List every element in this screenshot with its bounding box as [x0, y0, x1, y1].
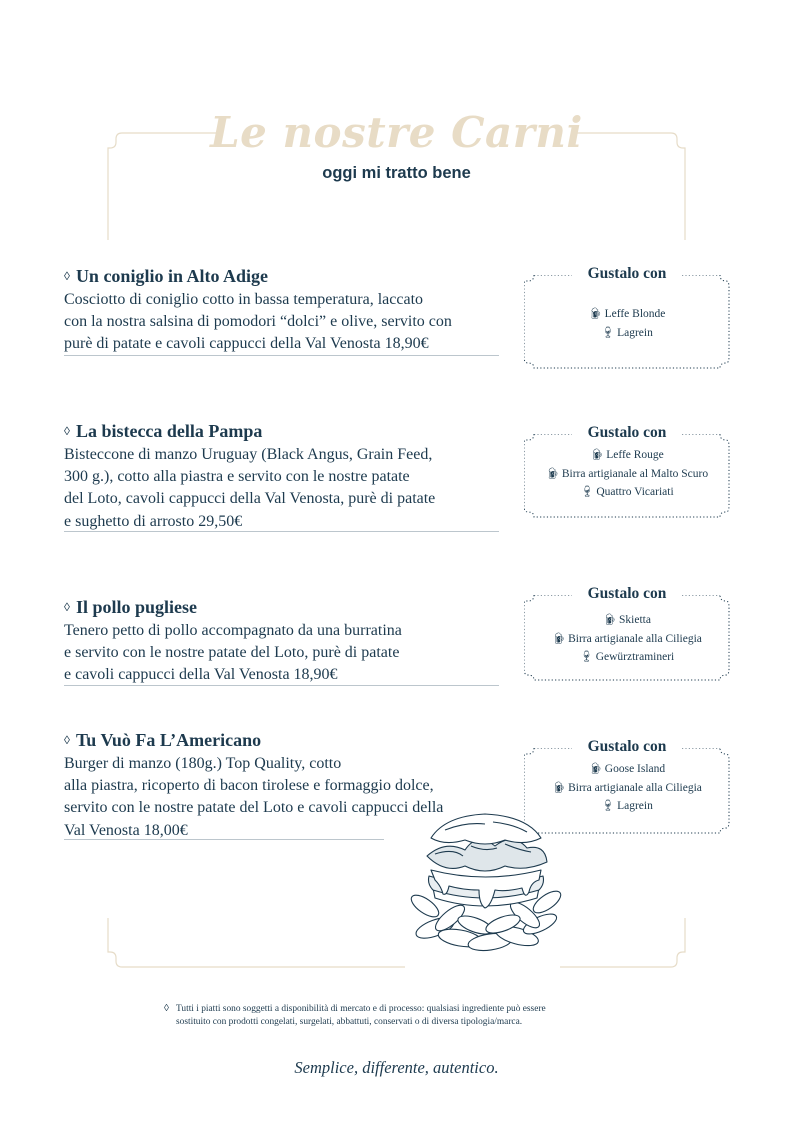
dish-name: ◊ La bistecca della Pampa — [64, 421, 263, 441]
diamond-marker: ◊ — [64, 269, 70, 283]
pairing-list — [524, 611, 730, 667]
dish-description: Tenero petto di pollo accompagnato da una burratina e servito con le nostre patate del Loto, purè di patate e cavoli cappucci della Val Venosta 18,90€ — [64, 622, 402, 684]
dish-description: Bisteccone di manzo Uruguay (Black Angus, Grain Feed, 300 g.), cotto alla piastra e servito con le nostre patate del Loto, cavoli cappucci della Val Venosta, purè di patate e sughetto di arrosto 29,50€ — [64, 446, 436, 530]
pairing-box — [524, 424, 730, 518]
page-title: Le nostre Carni — [210, 108, 583, 157]
beer-mug-icon: 🍺︎ — [603, 614, 617, 626]
page-subtitle: oggi mi tratto bene — [322, 164, 471, 182]
note-line: sostituito con prodotti congelati, surgelati, abbattuti, conservati o di diversa tipologia/marca. — [176, 1017, 523, 1027]
beer-mug-icon: 🍺︎ — [552, 781, 567, 794]
diamond-marker: ◊ — [164, 1003, 169, 1014]
pairing-title: Gustalo con — [587, 585, 667, 602]
dish-divider — [64, 531, 499, 532]
pairing-item: 🍷︎ Lagrein — [524, 324, 730, 343]
wine-glass-icon: 🍷︎ — [580, 486, 595, 498]
dish-item — [64, 728, 443, 842]
dish-divider — [64, 839, 384, 840]
dish-item — [64, 264, 452, 356]
dish-item — [64, 419, 435, 533]
diamond-marker: ◊ — [64, 424, 70, 438]
motto: Semplice, differente, autentico. — [294, 1058, 499, 1077]
beer-mug-icon: 🍺︎ — [590, 449, 605, 461]
pairing-list — [524, 760, 730, 816]
diamond-marker: ◊ — [64, 733, 70, 747]
dish-description: Cosciotto di coniglio cotto in bassa temperatura, laccato con la nostra salsina di pomodori “dolci” e olive, servito con purè di patate e cavoli cappucci della Val Venosta 18,90€ — [64, 291, 452, 353]
pairing-item: 🍺︎ Leffe Rouge — [524, 446, 730, 465]
dish-divider — [64, 355, 499, 356]
beer-mug-icon: 🍺︎ — [545, 467, 560, 480]
note-line: Tutti i piatti sono soggetti a disponibilità di mercato e di processo: qualsiasi ingrediente può essere — [176, 1004, 546, 1014]
pairing-box — [524, 265, 730, 369]
dish-name: ◊ Il pollo pugliese — [64, 597, 197, 617]
pairing-item: 🍺︎ Skietta — [524, 611, 730, 630]
pairing-list — [524, 305, 730, 342]
pairing-box — [524, 585, 730, 681]
pairing-item: 🍺︎ Birra artigianale alla Ciliegia — [524, 779, 730, 798]
pairing-item: 🍷︎ Lagrein — [524, 797, 730, 816]
wine-glass-icon: 🍷︎ — [579, 651, 594, 663]
burger-with-potatoes-icon — [405, 810, 565, 960]
pairing-item: 🍷︎ Quattro Vicariati — [524, 483, 730, 502]
diamond-marker: ◊ — [64, 600, 70, 614]
pairing-item: 🍺︎ Goose Island — [524, 760, 730, 779]
dish-name: ◊ Un coniglio in Alto Adige — [64, 266, 268, 286]
dish-name: ◊ Tu Vuò Fa L’Americano — [64, 730, 262, 750]
pairing-item: 🍺︎ Leffe Blonde — [524, 305, 730, 324]
beer-mug-icon: 🍺︎ — [588, 308, 603, 320]
pairing-title: Gustalo con — [587, 265, 667, 282]
pairing-title: Gustalo con — [587, 738, 667, 755]
pairing-item: 🍺︎ Birra artigianale al Malto Scuro — [524, 465, 730, 484]
pairing-list — [524, 446, 730, 502]
pairing-title: Gustalo con — [587, 424, 667, 441]
dish-item — [64, 595, 402, 687]
pairing-item: 🍷︎ Gewürztramineri — [524, 648, 730, 667]
allergen-note — [164, 1003, 634, 1029]
wine-glass-icon: 🍷︎ — [601, 326, 616, 339]
dish-description: Burger di manzo (180g.) Top Quality, cotto alla piastra, ricoperto di bacon tirolese e formaggio dolce, servito con le nostre patate del Loto e cavoli cappucci della Val Venosta 18,00€ — [64, 755, 444, 839]
pairing-item: 🍺︎ Birra artigianale alla Ciliegia — [524, 630, 730, 649]
beer-mug-icon: 🍺︎ — [588, 763, 603, 775]
beer-mug-icon: 🍺︎ — [552, 632, 567, 645]
wine-glass-icon: 🍷︎ — [601, 800, 616, 812]
dish-divider — [64, 685, 499, 686]
